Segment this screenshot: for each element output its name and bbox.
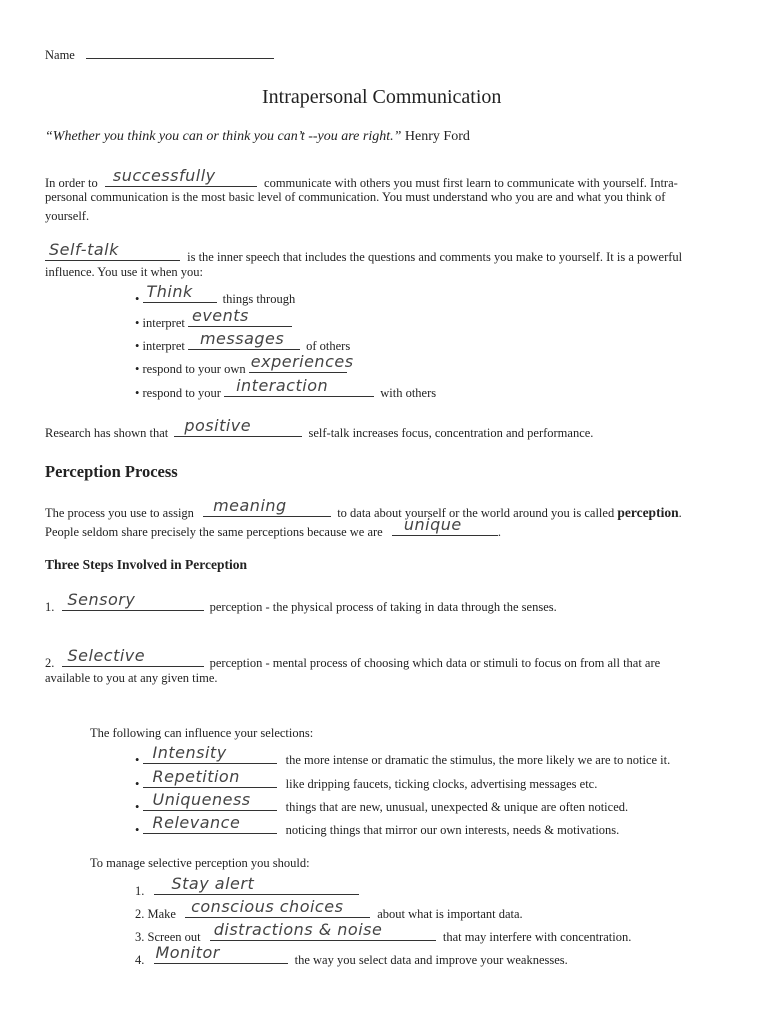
item-prefix: • respond to your own	[135, 362, 246, 376]
handwritten-answer: events	[191, 306, 249, 325]
step-2	[45, 646, 661, 671]
answer-blank[interactable]	[62, 646, 204, 667]
research-line	[45, 416, 594, 441]
perception-text: The process you use to assign	[45, 506, 194, 520]
step-2-cont: available to you at any given time.	[45, 671, 218, 685]
manage-intro: To manage selective perception you should:	[90, 856, 310, 870]
item-text: noticing things that mirror our own interests, needs & motivations.	[285, 823, 620, 837]
answer-blank[interactable]	[210, 920, 436, 941]
answer-blank[interactable]	[249, 352, 354, 373]
bullet: •	[135, 777, 140, 791]
perception-term: perception	[617, 505, 679, 520]
handwritten-answer: conscious choices	[191, 897, 344, 916]
handwritten-answer: experiences	[250, 352, 354, 371]
answer-blank[interactable]	[203, 496, 331, 517]
answer-blank[interactable]	[224, 376, 374, 397]
handwritten-answer: Uniqueness	[152, 790, 251, 809]
handwritten-answer: interaction	[236, 376, 329, 395]
item-prefix: • interpret	[135, 316, 185, 330]
list-item	[135, 743, 671, 768]
perception-text: People seldom share precisely the same perceptions because we are	[45, 525, 383, 539]
research-text: Research has shown that	[45, 426, 169, 440]
handwritten-answer: positive	[184, 416, 252, 435]
item-suffix: the way you select data and improve your weaknesses.	[294, 953, 568, 967]
bullet: •	[135, 800, 140, 814]
intro-line-2: personal communication is the most basic level of communication. You must understand who you are and what you think of	[45, 190, 666, 204]
perception-text: to data about yourself or the world around you is called	[337, 506, 615, 520]
answer-blank[interactable]	[185, 897, 370, 918]
quote-text: “Whether you think you can or think you can’t --you are right.”	[45, 129, 402, 144]
handwritten-answer: Stay alert	[171, 874, 255, 893]
handwritten-answer: Relevance	[152, 813, 241, 832]
section-heading: Perception Process	[45, 462, 178, 481]
research-text: self-talk increases focus, concentration and performance.	[308, 426, 594, 440]
quote-author: Henry Ford	[404, 129, 470, 144]
answer-blank[interactable]	[188, 329, 300, 350]
item-prefix: • respond to your	[135, 386, 221, 400]
perception-line-2	[45, 515, 501, 540]
item-suffix: things through	[222, 292, 296, 306]
list-item	[135, 376, 437, 401]
step-number: 2.	[45, 656, 55, 670]
handwritten-answer: Monitor	[155, 943, 220, 962]
handwritten-answer: Selective	[67, 646, 146, 665]
bullet: •	[135, 823, 140, 837]
handwritten-answer: Intensity	[152, 743, 227, 762]
handwritten-answer: Repetition	[152, 767, 240, 786]
handwritten-answer: successfully	[112, 166, 216, 185]
answer-blank[interactable]	[143, 743, 277, 764]
answer-blank[interactable]	[143, 790, 277, 811]
quote	[45, 129, 470, 145]
item-text: things that are new, unusual, unexpected & unique are often noticed.	[285, 800, 629, 814]
influence-intro: The following can influence your selections:	[90, 726, 314, 740]
intro-text: In order to	[45, 176, 98, 190]
intro-text: communicate with others you must first learn to communicate with yourself. Intra-	[264, 176, 678, 190]
item-text: like dripping faucets, ticking clocks, advertising messages etc.	[285, 777, 598, 791]
item-suffix: about what is important data.	[377, 907, 523, 921]
answer-blank[interactable]	[174, 416, 302, 437]
list-item	[135, 352, 354, 377]
item-suffix: of others	[306, 339, 351, 353]
item-suffix: with others	[380, 386, 437, 400]
item-prefix: 1.	[135, 884, 145, 898]
perception-line-1	[45, 496, 682, 521]
name-row	[45, 44, 274, 63]
answer-blank[interactable]	[143, 813, 277, 834]
answer-blank[interactable]	[154, 943, 288, 964]
item-text: the more intense or dramatic the stimulus, the more likely we are to notice it.	[285, 753, 671, 767]
item-prefix: 3. Screen out	[135, 930, 201, 944]
list-item	[135, 813, 620, 838]
list-item	[135, 943, 568, 968]
list-item	[135, 282, 296, 307]
intro-line-1	[45, 166, 678, 191]
selftalk-text: is the inner speech that includes the questions and comments you make to yourself. It is a powerful	[187, 250, 683, 264]
handwritten-answer: Think	[146, 282, 193, 301]
handwritten-answer: meaning	[213, 496, 287, 515]
step-1	[45, 590, 557, 615]
answer-blank[interactable]	[143, 282, 217, 303]
page-title: Intrapersonal Communication	[262, 86, 502, 108]
step-text: perception - the physical process of taking in data through the senses.	[209, 600, 557, 614]
item-prefix: • interpret	[135, 339, 185, 353]
answer-blank[interactable]	[45, 240, 180, 261]
selftalk-line-2: influence. You use it when you:	[45, 265, 203, 279]
handwritten-answer: Sensory	[67, 590, 136, 609]
answer-blank[interactable]	[154, 874, 359, 895]
perception-text: .	[678, 506, 682, 520]
item-prefix: •	[135, 292, 140, 306]
perception-text: .	[497, 525, 501, 539]
name-label: Name	[45, 48, 75, 62]
item-prefix: 4.	[135, 953, 145, 967]
answer-blank[interactable]	[143, 767, 277, 788]
handwritten-answer: distractions & noise	[213, 920, 383, 939]
item-suffix: that may interfere with concentration.	[442, 930, 632, 944]
selftalk-line-1	[45, 240, 683, 265]
step-number: 1.	[45, 600, 55, 614]
answer-blank[interactable]	[188, 306, 292, 327]
intro-line-3: yourself.	[45, 209, 90, 223]
handwritten-answer: Self-talk	[49, 240, 119, 259]
subsection-heading: Three Steps Involved in Perception	[45, 557, 248, 572]
bullet: •	[135, 753, 140, 767]
step-text: perception - mental process of choosing which data or stimuli to focus on from all that are	[209, 656, 661, 670]
answer-blank[interactable]	[392, 515, 498, 536]
answer-blank[interactable]	[105, 166, 257, 187]
answer-blank[interactable]	[62, 590, 204, 611]
handwritten-answer: unique	[403, 515, 462, 534]
item-prefix: 2. Make	[135, 907, 176, 921]
handwritten-answer: messages	[199, 329, 285, 348]
name-field[interactable]	[86, 44, 274, 59]
